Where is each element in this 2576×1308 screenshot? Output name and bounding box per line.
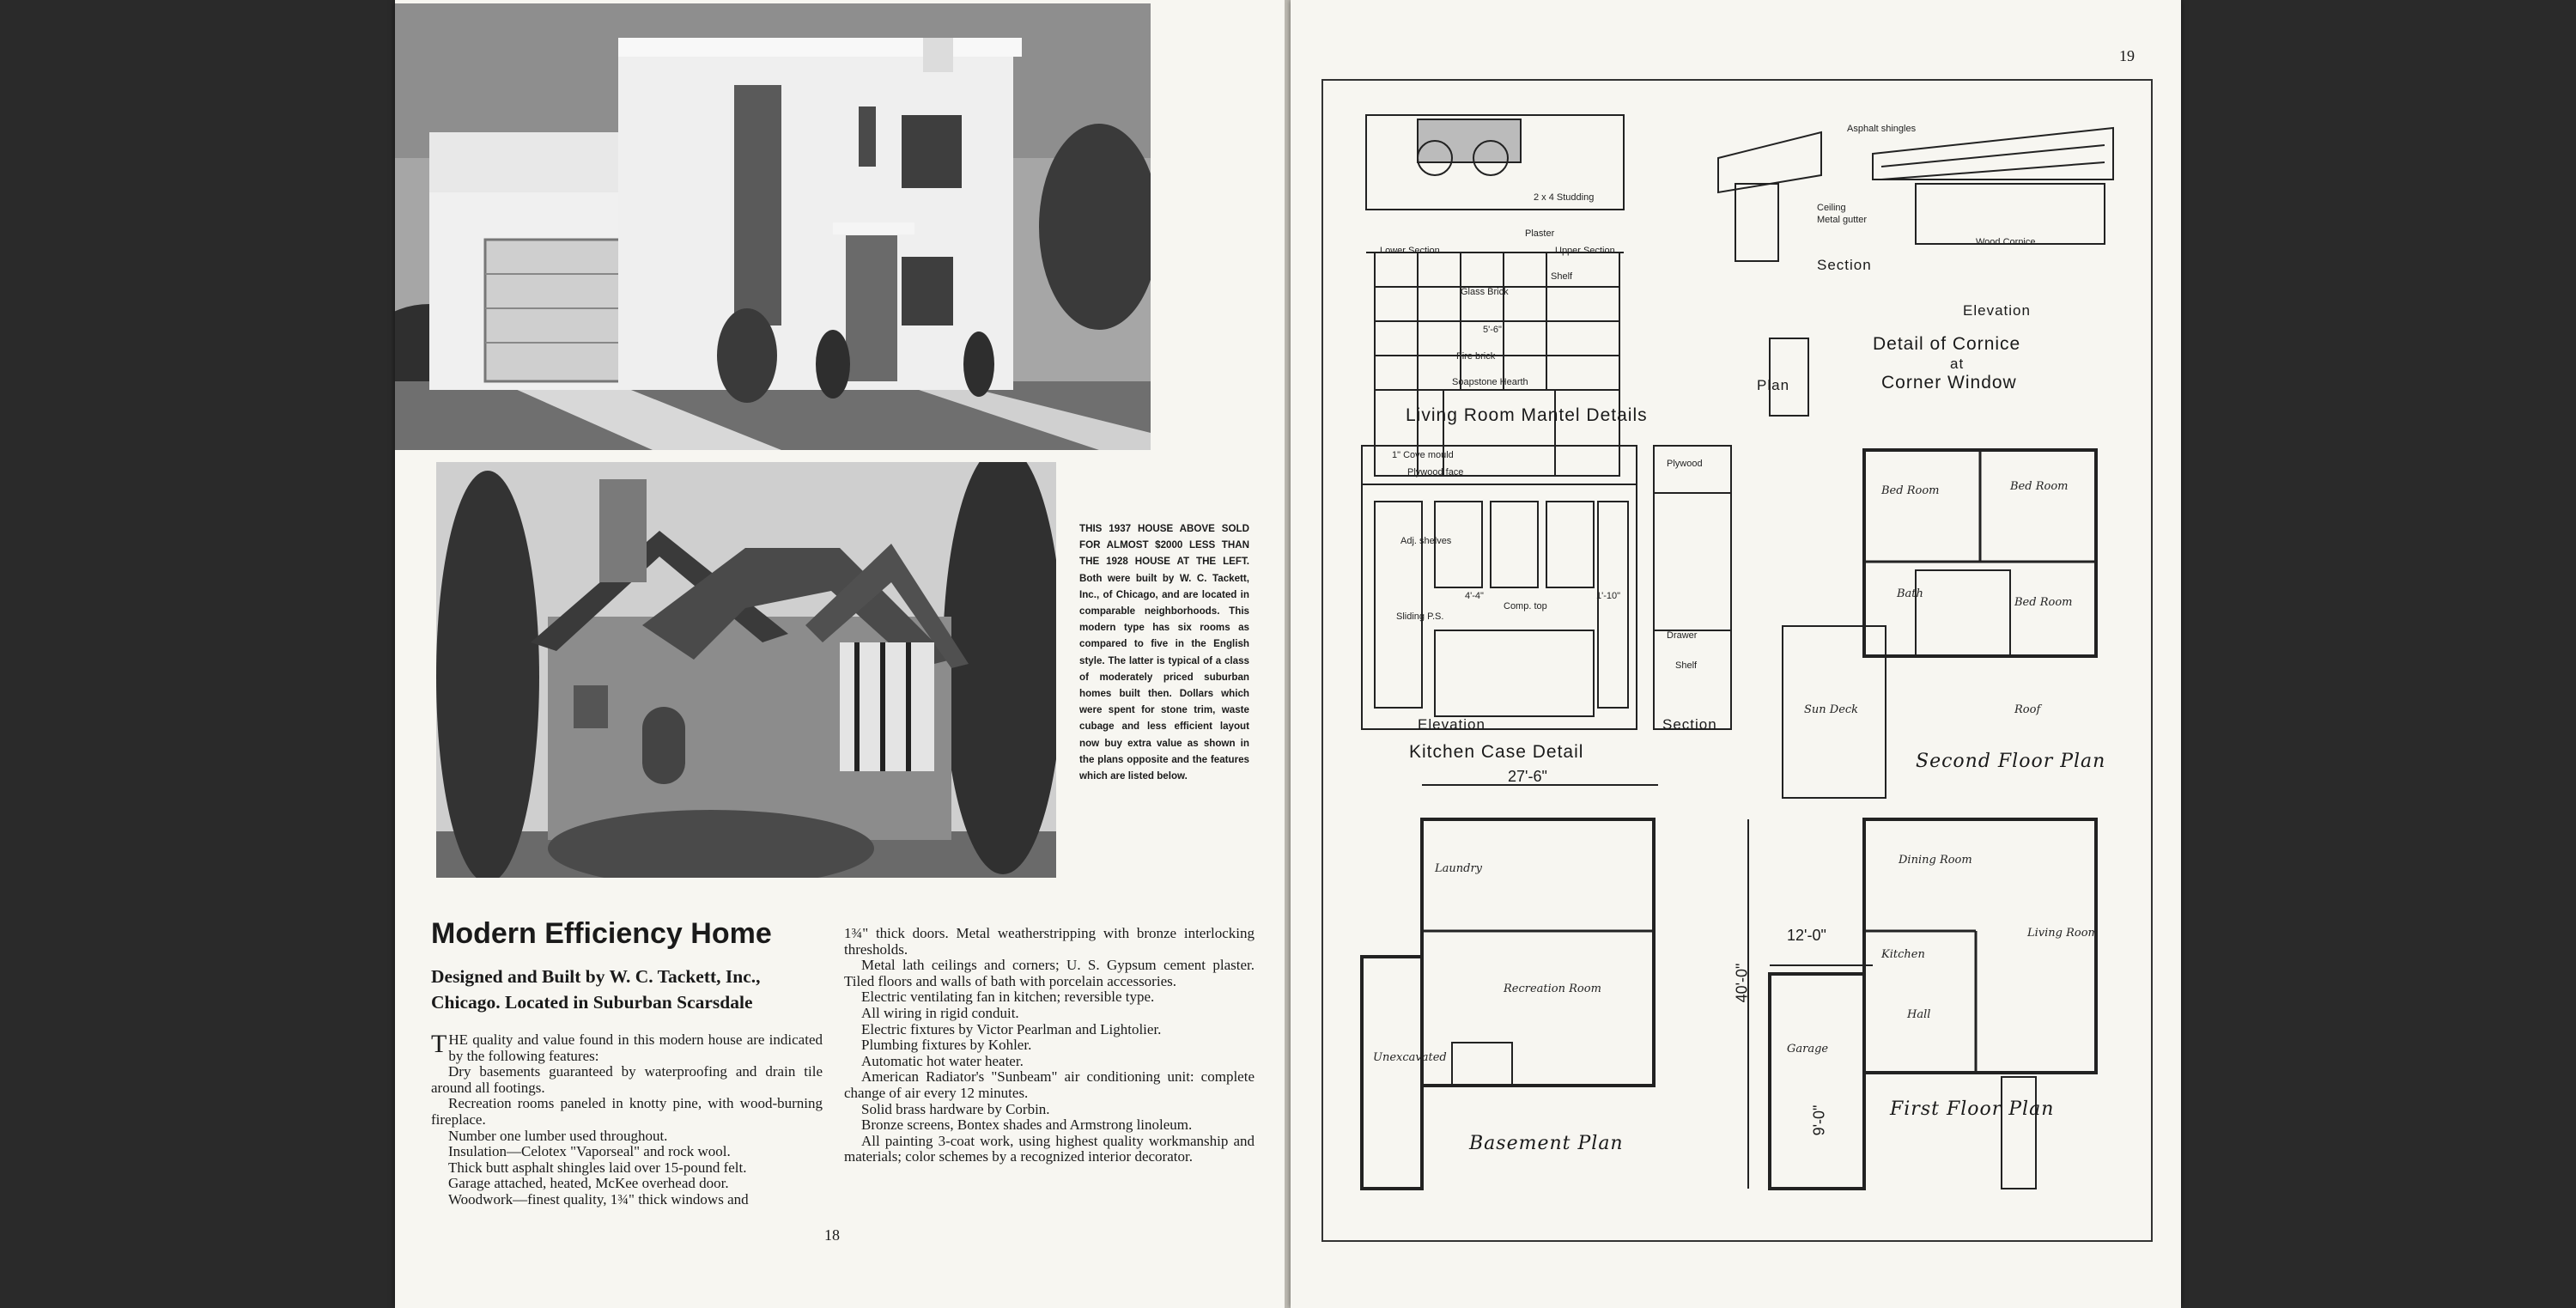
first-floor-label: First Floor Plan xyxy=(1890,1098,2055,1120)
upper-section-note: Upper Section xyxy=(1555,246,1615,256)
article-title: Modern Efficiency Home xyxy=(431,917,772,950)
feature-item: Garage attached, heated, McKee overhead door. xyxy=(448,1175,729,1192)
room-living: Living Room xyxy=(2027,927,2099,940)
drawer-note: Drawer xyxy=(1667,630,1698,641)
dim-9-0: 9'-0" xyxy=(1810,1104,1828,1136)
roof-note: Roof xyxy=(2014,703,2041,716)
drawings-frame xyxy=(1321,79,2153,1242)
shelf-note-2: Shelf xyxy=(1675,660,1698,671)
room-bed-1: Bed Room xyxy=(1881,484,1940,497)
kitchen-elevation-label: Elevation xyxy=(1418,716,1485,733)
sun-deck-note: Sun Deck xyxy=(1804,703,1859,716)
feature-item: Metal lath ceilings and corners; U. S. Gypsum cement plaster. Tiled floors and walls of bath with porcelain accessories. xyxy=(844,957,1255,989)
right-page xyxy=(1291,0,2181,1308)
article-subtitle: Designed and Built by W. C. Tackett, Inc., Chicago. Located in Suburban Scarsdale xyxy=(431,966,761,1013)
feature-item: Recreation rooms paneled in knotty pine, with wood-burning fireplace. xyxy=(431,1095,823,1128)
feature-item: Insulation—Celotex "Vaporseal" and rock wool. xyxy=(448,1143,731,1160)
feature-item: Thick butt asphalt shingles laid over 15-pound felt. xyxy=(448,1159,747,1176)
dim-40-0: 40'-0" xyxy=(1733,963,1751,1003)
intro-text: HE quality and value found in this modern house are indicated by the following features: xyxy=(448,1031,823,1064)
unexcavated-note: Unexcavated xyxy=(1373,1051,1447,1064)
room-bed-2: Bed Room xyxy=(2010,480,2069,493)
feature-item: All wiring in rigid conduit. xyxy=(861,1004,1019,1021)
comp-top-note: Comp. top xyxy=(1504,601,1547,611)
feature-item: Plumbing fixtures by Kohler. xyxy=(861,1037,1032,1054)
photo-caption: THIS 1937 HOUSE ABOVE SOLD FOR ALMOST $2000 LESS THAN THE 1928 HOUSE AT THE LEFT. Both were built by W. C. Tackett, Inc., of Chicago, and are located in comparable neighborhoods. This modern type has six rooms as compared to five in the English style. The latter is typical of a class of moderately priced suburban homes built then. Dollars which were spent for stone trim, waste cubage and less efficient layout now buy extra value as shown in the plans opposite and the features which are listed below. xyxy=(1079,523,1249,782)
feature-item: Dry basements guaranteed by waterproofing and drain tile around all footings. xyxy=(431,1063,823,1096)
room-recreation: Recreation Room xyxy=(1504,983,1601,995)
plywood-note: Plywood xyxy=(1667,459,1703,469)
basement-plan-label: Basement Plan xyxy=(1469,1133,1624,1154)
architectural-drawings xyxy=(1323,81,2151,1240)
feature-continuation: 1¾" thick doors. Metal weatherstripping with bronze interlocking thresholds. xyxy=(844,925,1255,958)
feature-item: Woodwork—finest quality, 1¾" thick windows and xyxy=(448,1190,749,1208)
feature-item: Bronze screens, Bontex shades and Armstrong linoleum. xyxy=(861,1116,1193,1134)
feature-item: American Radiator's "Sunbeam" air conditioning unit: complete change of air every 12 minutes. xyxy=(844,1068,1255,1101)
sliding-ps-note: Sliding P.S. xyxy=(1396,611,1444,622)
feature-item: Electric fixtures by Victor Pearlman and Lightolier. xyxy=(861,1020,1162,1037)
adj-shelves-note: Adj. shelves xyxy=(1400,536,1452,546)
left-page xyxy=(395,0,1285,1308)
feature-item: Number one lumber used throughout. xyxy=(448,1127,668,1144)
page-number-left: 18 xyxy=(824,1226,840,1244)
dim-5-6: 5'-6" xyxy=(1483,325,1502,335)
cornice-title-1: Detail of Cornice xyxy=(1873,334,2021,354)
room-kitchen: Kitchen xyxy=(1881,948,1925,961)
asphalt-shingles-note: Asphalt shingles xyxy=(1847,124,1917,134)
feature-item: Automatic hot water heater. xyxy=(861,1052,1024,1069)
dim-27-6: 27'-6" xyxy=(1508,768,1547,785)
cornice-section-label: Section xyxy=(1817,257,1872,273)
mantel-details-label: Living Room Mantel Details xyxy=(1406,405,1648,425)
modern-house-photo xyxy=(395,3,1151,450)
feature-item: All painting 3-coat work, using highest quality workmanship and materials; color schemes by a recognized interior decorator. xyxy=(844,1132,1255,1165)
features-column-left xyxy=(431,1032,823,1208)
shelf-note: Shelf xyxy=(1551,271,1573,282)
drop-cap: T xyxy=(431,1030,447,1058)
kitchen-case-label: Kitchen Case Detail xyxy=(1409,742,1584,762)
dim-4-4: 4'-4" xyxy=(1465,591,1484,601)
second-floor-label: Second Floor Plan xyxy=(1916,751,2106,772)
cornice-plan-label: Plan xyxy=(1757,377,1790,393)
book-gutter xyxy=(1285,0,1291,1308)
dim-12-0: 12'-0" xyxy=(1787,927,1826,944)
page-number-right: 19 xyxy=(2119,47,2135,64)
feature-item: Solid brass hardware by Corbin. xyxy=(861,1100,1050,1117)
cornice-title-2: at xyxy=(1950,356,1965,372)
features-column-right xyxy=(844,926,1255,1165)
wood-cornice-note: Wood Cornice xyxy=(1976,237,2036,247)
lower-section-note: Lower Section xyxy=(1380,246,1440,256)
room-laundry: Laundry xyxy=(1435,862,1483,875)
feature-item: Electric ventilating fan in kitchen; reversible type. xyxy=(861,989,1155,1006)
studding-note: 2 x 4 Studding xyxy=(1534,192,1595,203)
soapstone-hearth-note: Soapstone Hearth xyxy=(1452,377,1528,387)
cornice-elevation-label: Elevation xyxy=(1963,302,2031,319)
dim-1-10: 1'-10" xyxy=(1596,591,1621,601)
ceiling-note: Ceiling xyxy=(1817,203,1846,213)
room-garage: Garage xyxy=(1787,1043,1829,1056)
tudor-house-photo xyxy=(436,462,1056,878)
room-hall: Hall xyxy=(1907,1008,1931,1021)
cornice-title-3: Corner Window xyxy=(1881,373,2017,392)
cove-mould-note: 1" Cove mould xyxy=(1392,450,1454,460)
fire-brick-note: Fire brick xyxy=(1456,351,1496,362)
kitchen-section-label: Section xyxy=(1662,716,1717,733)
glass-brick-note: Glass Brick xyxy=(1461,287,1509,297)
plywood-face-note: Plywood face xyxy=(1407,467,1464,478)
metal-gutter-note: Metal gutter xyxy=(1817,215,1868,225)
room-bed-3: Bed Room xyxy=(2014,596,2073,609)
intro-paragraph xyxy=(431,1032,823,1064)
room-bath: Bath xyxy=(1897,587,1923,600)
plaster-note: Plaster xyxy=(1525,228,1555,239)
room-dining: Dining Room xyxy=(1899,854,1972,867)
